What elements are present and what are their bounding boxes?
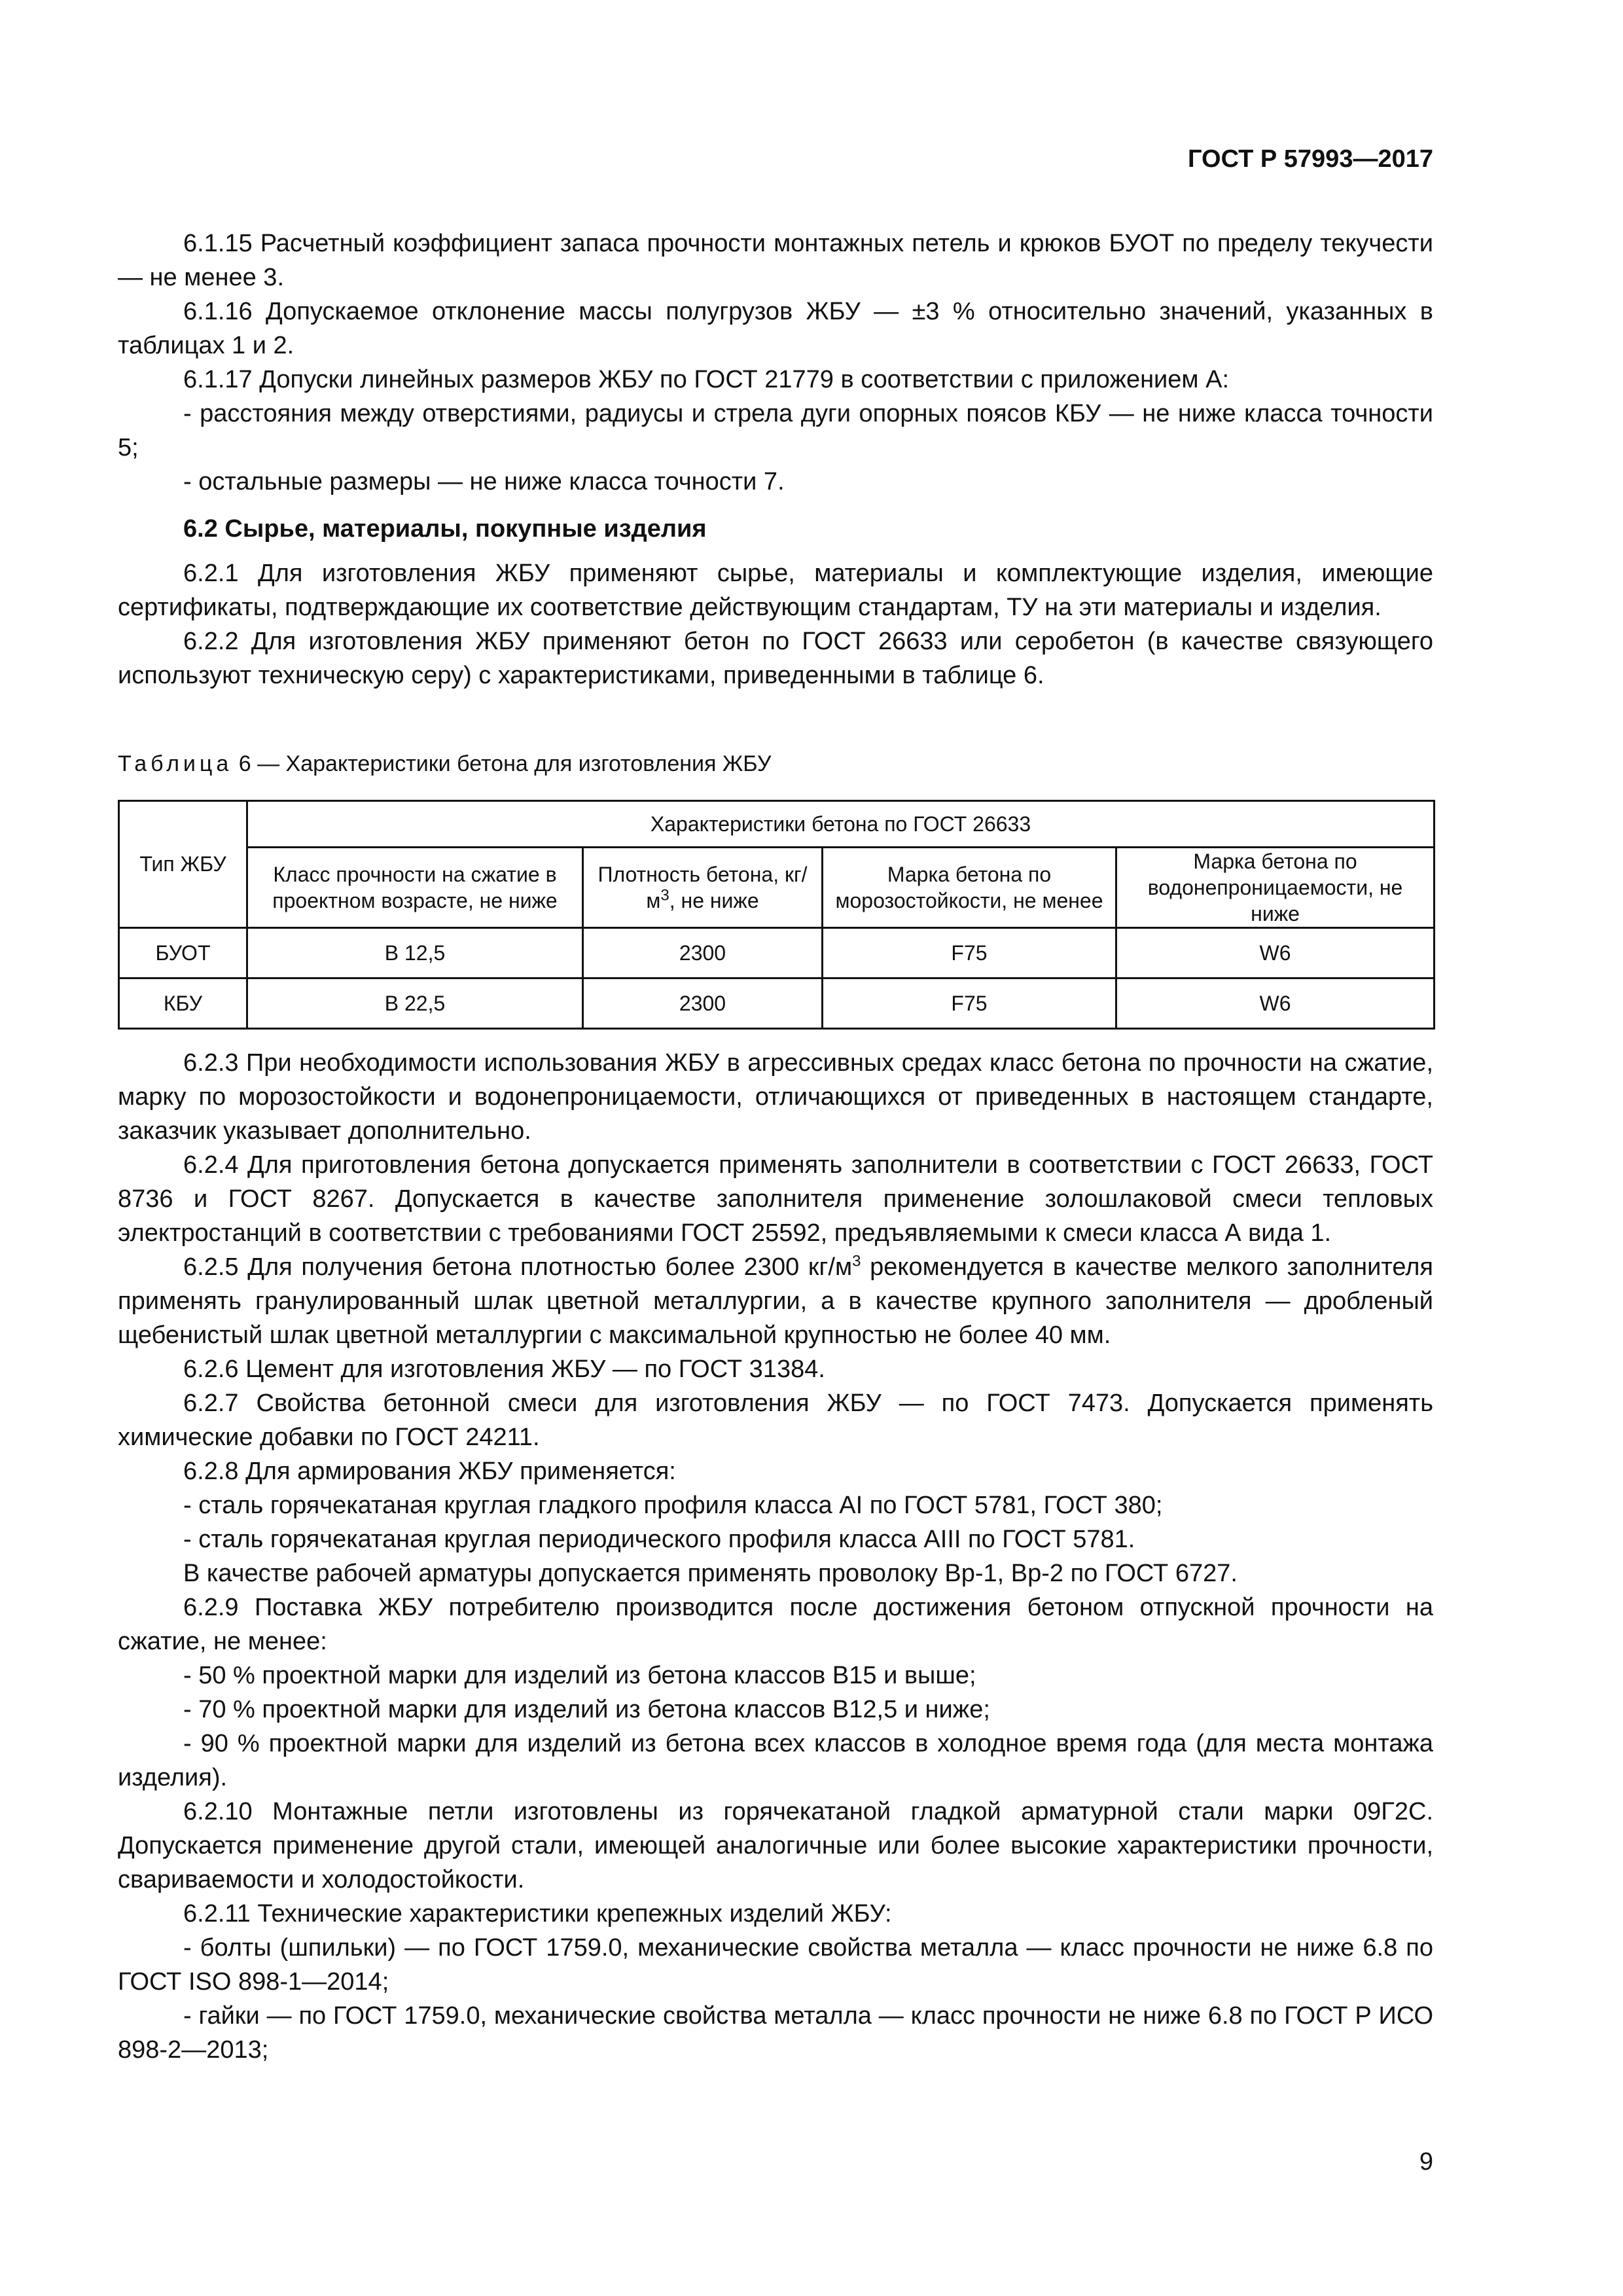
table-caption: [118, 751, 771, 777]
list-item: - расстояния между отверстиями, радиусы и стрела дуги опорных поясов КБУ — не ниже класса точности 5;: [118, 400, 1433, 461]
cell-frost: F75: [823, 928, 1116, 978]
col-header-type: Тип ЖБУ: [119, 801, 247, 928]
cell-frost: F75: [823, 978, 1116, 1029]
list-item: - остальные размеры — не ниже класса точности 7.: [183, 468, 785, 495]
group-header: Характеристики бетона по ГОСТ 26633: [247, 801, 1435, 848]
cell-strength: В 12,5: [247, 928, 583, 978]
cell-strength: В 22,5: [247, 978, 583, 1029]
list-item: - 90 % проектной марки для изделий из бетона всех классов в холодное время года (для места монтажа изделия).: [118, 1730, 1433, 1791]
paragraph: 6.2.1 Для изготовления ЖБУ применяют сырье, материалы и комплектующие изделия, имеющие сертификаты, подтверждающие их соответствие действующим стандартам, ТУ на эти материалы и изделия.: [118, 560, 1433, 621]
list-item: - 50 % проектной марки для изделий из бетона классов В15 и выше;: [183, 1662, 976, 1689]
paragraph: 6.1.15 Расчетный коэффициент запаса прочности монтажных петель и крюков БУОТ по пределу текучести — не менее 3.: [118, 230, 1433, 291]
table-caption-title: 6 — Характеристики бетона для изготовления ЖБУ: [232, 751, 772, 776]
paragraph: 6.1.16 Допускаемое отклонение массы полугрузов ЖБУ — ±3 % относительно значений, указанных в таблицах 1 и 2.: [118, 298, 1433, 359]
concrete-characteristics-table: [118, 800, 1435, 1030]
section-6-2-continued-text: [118, 1046, 1433, 2067]
table-row: [119, 928, 1435, 978]
col-header-strength: Класс прочности на сжатие в проектном возрасте, не ниже: [247, 848, 583, 928]
cell-type: БУОТ: [119, 928, 247, 978]
cell-density: 2300: [583, 928, 823, 978]
list-item: - 70 % проектной марки для изделий из бетона классов В12,5 и ниже;: [183, 1696, 990, 1723]
cell-type: КБУ: [119, 978, 247, 1029]
paragraph: 6.2.7 Свойства бетонной смеси для изготовления ЖБУ — по ГОСТ 7473. Допускается применять химические добавки по ГОСТ 24211.: [118, 1390, 1433, 1451]
list-item: - гайки — по ГОСТ 1759.0, механические свойства металла — класс прочности не ниже 6.8 по ГОСТ Р ИСО 898-2—2013;: [118, 2002, 1433, 2064]
document-header: ГОСТ Р 57993—2017: [1188, 145, 1433, 173]
paragraph: В качестве рабочей арматуры допускается применять проволоку Вр-1, Вр-2 по ГОСТ 6727.: [183, 1560, 1238, 1587]
list-item: - сталь горячекатаная круглая гладкого профиля класса AI по ГОСТ 5781, ГОСТ 380;: [183, 1492, 1163, 1519]
list-item: - болты (шпильки) — по ГОСТ 1759.0, механические свойства металла — класс прочности не ниже 6.8 по ГОСТ ISO 898-1—2014;: [118, 1934, 1433, 1996]
list-item: - сталь горячекатаная круглая периодического профиля класса AIII по ГОСТ 5781.: [183, 1526, 1135, 1553]
cell-water: W6: [1116, 928, 1435, 978]
cell-water: W6: [1116, 978, 1435, 1029]
paragraph: 6.2.2 Для изготовления ЖБУ применяют бетон по ГОСТ 26633 или серобетон (в качестве связующего используют техническую серу) с характеристиками, приведенными в таблице 6.: [118, 628, 1433, 689]
table-caption-word: Таблица: [118, 751, 233, 776]
paragraph: 6.2.4 Для приготовления бетона допускается применять заполнители в соответствии с ГОСТ 26633, ГОСТ 8736 и ГОСТ 8267. Допускается в качестве заполнителя применение золошлаковой смеси тепловых электростанций в соответствии с требованиями ГОСТ 25592, предъявляемыми к смеси класса А вида 1.: [118, 1151, 1433, 1247]
col-header-water: Марка бетона по водонепроницаемости, не ниже: [1116, 848, 1435, 928]
page-number: 9: [1419, 2148, 1433, 2176]
paragraph: 6.2.8 Для армирования ЖБУ применяется:: [183, 1458, 676, 1485]
section-heading: 6.2 Сырье, материалы, покупные изделия: [183, 515, 707, 543]
col-header-frost: Марка бетона по морозостойкости, не менее: [823, 848, 1116, 928]
section-6-1-text: [118, 226, 1433, 692]
col-header-density: Плотность бетона, $кг/м^3$, не ниже: [583, 848, 823, 928]
paragraph: 6.2.11 Технические характеристики крепежных изделий ЖБУ:: [183, 1900, 892, 1928]
paragraph: 6.2.5 Для получения бетона плотностью более 2300 $кг/м^3$ рекомендуется в качестве мелкого заполнителя применять гранулированный шлак цветной металлургии, а в качестве крупного заполнителя — дробленый щебенистый шлак цветной металлургии с максимальной крупностью не более 40 мм.: [118, 1252, 1433, 1349]
paragraph: 6.1.17 Допуски линейных размеров ЖБУ по ГОСТ 21779 в соответствии с приложением А:: [183, 366, 1230, 393]
paragraph: 6.2.3 При необходимости использования ЖБУ в агрессивных средах класс бетона по прочности на сжатие, марку по морозостойкости и водонепроницаемости, отличающихся от приведенных в настоящем стандарте, заказчик указывает дополнительно.: [118, 1049, 1433, 1145]
table-row: [119, 978, 1435, 1029]
paragraph: 6.2.6 Цемент для изготовления ЖБУ — по ГОСТ 31384.: [183, 1355, 825, 1383]
paragraph: 6.2.10 Монтажные петли изготовлены из горячекатаной гладкой арматурной стали марки 09Г2С. Допускается применение другой стали, имеющей аналогичные или более высокие характеристики прочности, свариваемости и холодостойкости.: [118, 1798, 1433, 1893]
cell-density: 2300: [583, 978, 823, 1029]
paragraph: 6.2.9 Поставка ЖБУ потребителю производится после достижения бетоном отпускной прочности на сжатие, не менее:: [118, 1594, 1433, 1655]
